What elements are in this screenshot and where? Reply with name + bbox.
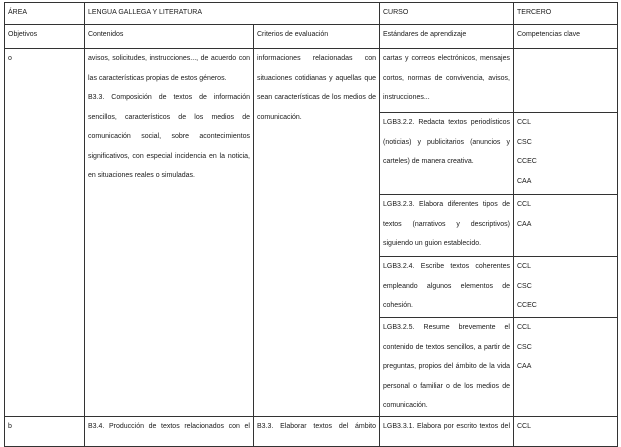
objetivo-code: b xyxy=(8,423,12,430)
area-value-cell xyxy=(85,3,380,25)
competencia-code: CCEC xyxy=(517,158,537,165)
estandar-cell xyxy=(380,195,514,257)
criterios-line: comunicación. xyxy=(257,113,302,121)
criterios-line: informaciones relacionadas con xyxy=(257,55,376,62)
criterios-cell xyxy=(254,49,380,417)
competencias-cell xyxy=(514,195,618,257)
estandar-line: preguntas, propios del ámbito de la vida xyxy=(383,363,510,370)
estandar-line: cortos, normas de convivencia, avisos, xyxy=(383,74,510,82)
table-row xyxy=(5,417,618,447)
criterios-line: sean características de los medios de xyxy=(257,94,376,101)
objetivo-cell xyxy=(5,417,85,447)
curso-value: TERCERO xyxy=(517,9,552,16)
competencias-cell xyxy=(514,417,618,447)
criterios-line: B3.3. Elaborar textos del ámbito xyxy=(257,423,376,430)
competencias-cell xyxy=(514,257,618,318)
estandar-line: personal o familiar o de los medios de xyxy=(383,382,510,390)
contenidos-line: sencillos, característicos de los medios de xyxy=(88,113,250,121)
table-row xyxy=(5,49,618,113)
estandar-line: LGB3.2.4. Escribe textos coherentes xyxy=(383,263,510,270)
column-header-contenidos: Contenidos xyxy=(85,25,254,49)
column-header-row xyxy=(5,25,618,49)
contenidos-line: significativos, con especial incidencia en la noticia, xyxy=(88,152,250,160)
curso-label: CURSO xyxy=(383,9,409,16)
objetivo-cell xyxy=(5,49,85,417)
estandar-cell xyxy=(380,49,514,113)
competencias-cell xyxy=(514,113,618,195)
competencia-code: CCL xyxy=(517,423,532,430)
competencia-code: CAA xyxy=(517,177,532,185)
contenidos-cell xyxy=(85,49,254,417)
curso-value-cell xyxy=(514,3,618,25)
criterios-line: situaciones cotidianas y aquellas que xyxy=(257,74,376,82)
header-row xyxy=(5,3,618,25)
estandar-line: cohesión. xyxy=(383,302,413,309)
column-header-estandares: Estándares de aprendizaje xyxy=(380,25,514,49)
estandar-line: carteles) de manera creativa. xyxy=(383,158,474,165)
contenidos-line: B3.3. Composición de textos de información xyxy=(88,94,250,101)
curriculum-table xyxy=(4,2,618,447)
estandar-line: cartas y correos electrónicos, mensajes xyxy=(383,55,510,62)
estandar-cell xyxy=(380,113,514,195)
contenidos-line: las características propias de estos géneros. xyxy=(88,74,227,82)
competencia-code: CCL xyxy=(517,201,532,208)
curso-label-cell xyxy=(380,3,514,25)
objetivo-code: o xyxy=(8,55,12,62)
contenidos-line: comunicación social, sobre acontecimientos xyxy=(88,133,250,140)
estandar-cell xyxy=(380,318,514,417)
contenidos-line: en situaciones reales o simuladas. xyxy=(88,172,196,179)
area-value: LENGUA GALLEGA Y LITERATURA xyxy=(88,9,202,16)
competencia-code: CCL xyxy=(517,324,532,331)
estandar-line: LGB3.2.3. Elabora diferentes tipos de xyxy=(383,201,510,208)
estandar-line: (noticias) y publicitarios (anuncios y xyxy=(383,138,510,146)
competencia-code: CSC xyxy=(517,138,532,146)
column-header-objetivos: Objetivos xyxy=(5,25,85,49)
estandar-line: LGB3.2.2. Redacta textos periodísticos xyxy=(383,119,510,126)
competencia-code: CSC xyxy=(517,282,532,290)
estandar-line: LGB3.3.1. Elabora por escrito textos del xyxy=(383,423,510,430)
estandar-line: textos (narrativos y descriptivos) xyxy=(383,220,510,228)
area-label-cell xyxy=(5,3,85,25)
estandar-cell xyxy=(380,417,514,447)
estandar-line: comunicación. xyxy=(383,402,428,409)
contenidos-cell xyxy=(85,417,254,447)
column-header-competencias: Competencias clave xyxy=(514,25,618,49)
competencias-cell xyxy=(514,318,618,417)
contenidos-line: avisos, solicitudes, instrucciones..., de acuerdo con xyxy=(88,55,250,62)
criterios-cell xyxy=(254,417,380,447)
competencia-code: CCL xyxy=(517,263,532,270)
estandar-line: contenido de textos sencillos, a partir de xyxy=(383,343,510,351)
column-header-criterios: Criterios de evaluación xyxy=(254,25,380,49)
estandar-line: LGB3.2.5. Resume brevemente el xyxy=(383,324,510,331)
contenidos-line: B3.4. Producción de textos relacionados con el xyxy=(88,423,250,430)
competencia-code: CCEC xyxy=(517,302,537,309)
competencia-code: CSC xyxy=(517,343,532,351)
competencia-code: CAA xyxy=(517,363,532,370)
area-label: ÁREA xyxy=(8,9,28,16)
estandar-line: siguiendo un guion establecido. xyxy=(383,240,482,247)
competencias-cell xyxy=(514,49,618,113)
competencia-code: CAA xyxy=(517,220,532,228)
estandar-cell xyxy=(380,257,514,318)
estandar-line: empleando algunos elementos de xyxy=(383,282,510,290)
competencia-code: CCL xyxy=(517,119,532,126)
estandar-line: instrucciones... xyxy=(383,94,430,101)
